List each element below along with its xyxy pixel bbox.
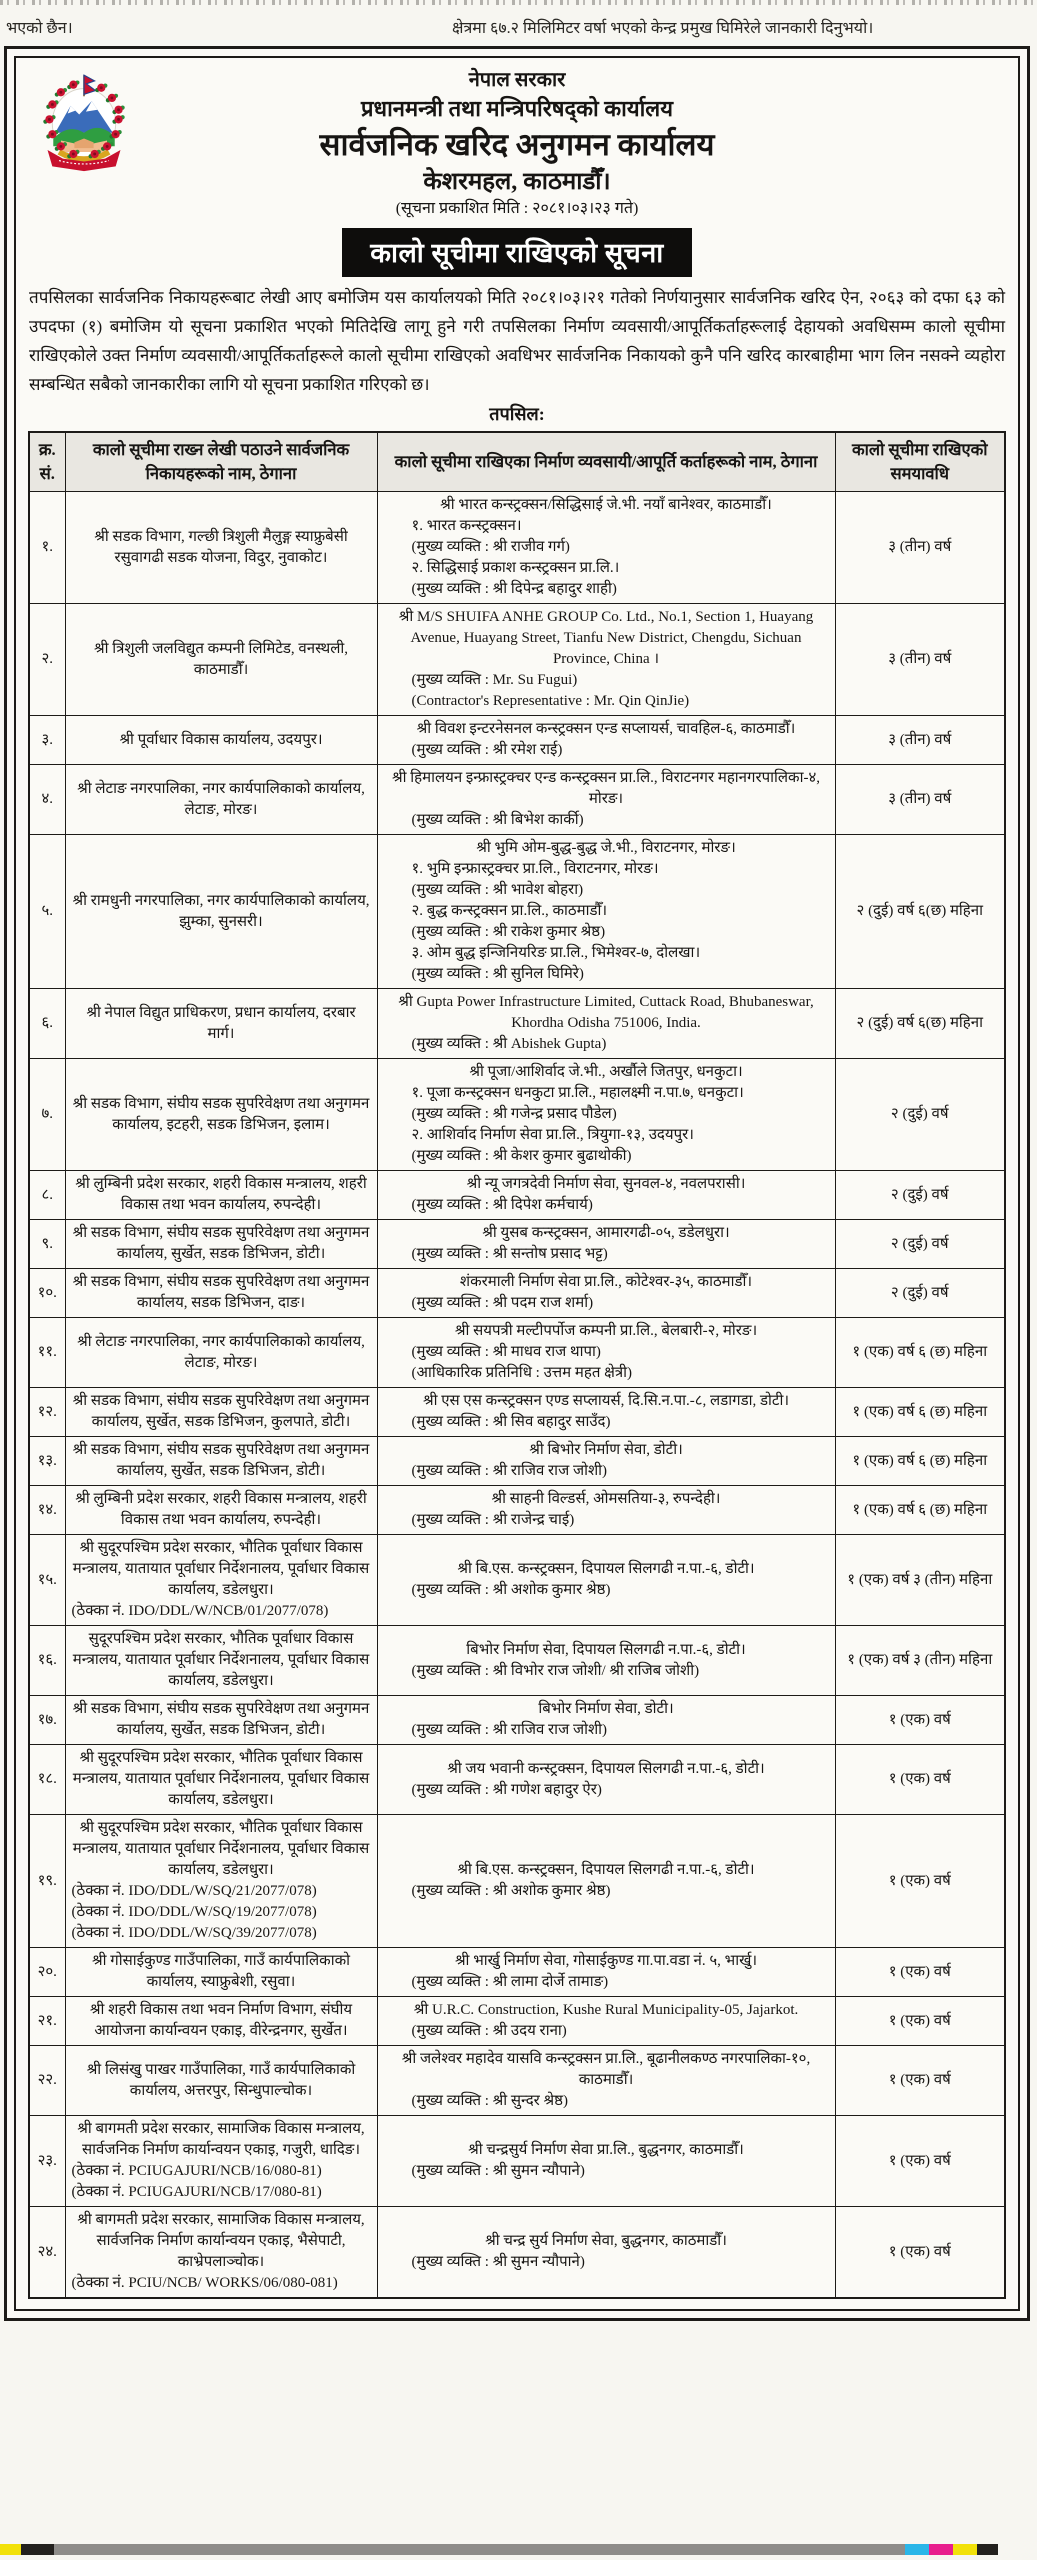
- entity-line: श्री रामधुनी नगरपालिका, नगर कार्यपालिकाको कार्यालय, झुम्का, सुनसरी।: [72, 892, 370, 930]
- row-number: १८.: [29, 1745, 65, 1815]
- public-entity-cell: [65, 1318, 377, 1388]
- contractor-line: (मुख्य व्यक्ति : श्री गजेन्द्र प्रसाद पौडेल): [411, 1106, 617, 1122]
- public-entity-cell: [65, 1171, 377, 1220]
- contractor-line: (मुख्य व्यक्ति : श्री माधव राज थापा): [411, 1344, 601, 1360]
- contractor-line: श्री पूजा/आशिर्वाद जे.भी., अर्खौले जितपुर, धनकुटा।: [469, 1064, 743, 1080]
- contractor-cell: [377, 1486, 835, 1535]
- contractor-cell: [377, 2046, 835, 2116]
- public-entity-cell: [65, 604, 377, 716]
- table-row: [29, 1486, 1005, 1535]
- contractor-cell: [377, 1745, 835, 1815]
- contractor-line: (मुख्य व्यक्ति : श्री उदय राना): [411, 2023, 567, 2039]
- blacklist-duration-cell: १ (एक) वर्ष: [835, 2207, 1005, 2299]
- row-number: १०.: [29, 1269, 65, 1318]
- article-fragment-right: क्षेत्रमा ६७.२ मिलिमिटर वर्षा भएको केन्द्र प्रमुख घिमिरेले जानकारी दिनुभयो।: [452, 20, 874, 37]
- blacklist-duration-cell: १ (एक) वर्ष: [835, 2116, 1005, 2207]
- row-number: ५.: [29, 835, 65, 989]
- contractor-cell: [377, 1269, 835, 1318]
- public-entity-cell: [65, 1815, 377, 1948]
- contractor-line: (मुख्य व्यक्ति : श्री राजिव राज जोशी): [411, 1463, 608, 1479]
- contractor-line: (मुख्य व्यक्ति : श्री सिव बहादुर साउँद): [411, 1414, 611, 1430]
- contractor-line: (मुख्य व्यक्ति : श्री सुन्दर श्रेष्ठ): [411, 2093, 568, 2109]
- contractor-line: ३. ओम बुद्ध इन्जिनियरिङ प्रा.लि., भिमेश्वर-७, दोलखा।: [411, 945, 701, 961]
- entity-line: श्री लुम्बिनी प्रदेश सरकार, शहरी विकास मन्त्रालय, शहरी विकास तथा भवन कार्यालय, रुपन्देही।: [75, 1491, 367, 1528]
- blacklist-duration-cell: १ (एक) वर्ष ३ (तीन) महिना: [835, 1626, 1005, 1696]
- contractor-cell: [377, 1696, 835, 1745]
- row-number: २.: [29, 604, 65, 716]
- contractor-cell: [377, 835, 835, 989]
- blacklist-duration-cell: १ (एक) वर्ष ६ (छ) महिना: [835, 1437, 1005, 1486]
- public-entity-cell: [65, 2046, 377, 2116]
- table-row: [29, 1171, 1005, 1220]
- entity-line: श्री त्रिशुली जलविद्युत कम्पनी लिमिटेड, वनस्थली, काठमाडौँ।: [93, 640, 349, 678]
- entity-line: श्री सडक विभाग, संघीय सडक सुपरिवेक्षण तथा अनुगमन कार्यालय, इटहरी, सडक डिभिजन, इलाम।: [72, 1095, 370, 1133]
- contractor-line: श्री बि.एस. कन्स्ट्रक्सन, दिपायल सिलगढी न.पा.-६, डोटी।: [457, 1862, 755, 1878]
- row-number: २३.: [29, 2116, 65, 2207]
- public-entity-cell: [65, 716, 377, 765]
- contractor-line: श्री भुमि ओम-बुद्ध-बुद्ध जे.भी., विराटनगर, मोरङ।: [476, 840, 736, 856]
- row-number: ३.: [29, 716, 65, 765]
- blacklist-duration-cell: २ (दुई) वर्ष: [835, 1269, 1005, 1318]
- table-row: [29, 1318, 1005, 1388]
- contractor-cell: [377, 1815, 835, 1948]
- print-bar-segment: [953, 2544, 977, 2555]
- header-ministry: प्रधानमन्त्री तथा मन्त्रिपरिषद्को कार्यालय: [361, 96, 673, 121]
- nepal-government-emblem: [36, 70, 132, 184]
- row-number: १५.: [29, 1535, 65, 1626]
- blacklist-duration-cell: ३ (तीन) वर्ष: [835, 604, 1005, 716]
- row-number: ४.: [29, 765, 65, 835]
- contractor-line: (मुख्य व्यक्ति : श्री राजेन्द्र चाई): [411, 1512, 575, 1528]
- contractor-cell: [377, 492, 835, 604]
- row-number: ९.: [29, 1220, 65, 1269]
- contractor-line: (मुख्य व्यक्ति : श्री भावेश बोहरा): [411, 882, 584, 898]
- header-office-title: सार्वजनिक खरिद अनुगमन कार्यालय: [319, 127, 715, 162]
- notice-masthead: [28, 62, 1006, 220]
- entity-line: श्री लेटाङ नगरपालिका, नगर कार्यपालिकाको कार्यालय, लेटाङ, मोरङ।: [77, 1333, 365, 1371]
- entity-line: (ठेक्का नं. IDO/DDL/W/SQ/21/2077/078): [71, 1883, 317, 1899]
- entity-line: श्री गोसाईकुण्ड गाउँपालिका, गाउँ कार्यपालिकाको कार्यालय, स्याफ्रुबेशी, रसुवा।: [92, 1953, 350, 1990]
- contractor-line: (मुख्य व्यक्ति : श्री केशर कुमार बुढाथोकी): [411, 1148, 632, 1164]
- public-entity-cell: [65, 492, 377, 604]
- blacklist-duration-cell: १ (एक) वर्ष: [835, 2046, 1005, 2116]
- contractor-line: (मुख्य व्यक्ति : श्री अशोक कुमार श्रेष्ठ): [411, 1883, 611, 1899]
- contractor-line: (मुख्य व्यक्ति : श्री सुमन न्यौपाने): [411, 2254, 585, 2270]
- row-number: ७.: [29, 1059, 65, 1171]
- contractor-cell: [377, 716, 835, 765]
- contractor-line: (मुख्य व्यक्ति : श्री रमेश राई): [411, 742, 563, 758]
- entity-line: श्री बागमती प्रदेश सरकार, सामाजिक विकास मन्त्रालय, सार्वजनिक निर्माण कार्यान्वयन एकाइ, गजुरी, धादिङ।: [77, 2121, 365, 2158]
- article-fragment-left: भएको छैन।: [6, 20, 73, 37]
- print-bar-segment: [21, 2544, 54, 2555]
- blacklist-duration-cell: १ (एक) वर्ष: [835, 1745, 1005, 1815]
- contractor-line: (मुख्य व्यक्ति : श्री राजीव गर्ग): [411, 539, 570, 555]
- contractor-line: श्री सयपत्री मल्टीपर्पोज कम्पनी प्रा.लि., बेलबारी-२, मोरङ।: [454, 1323, 758, 1339]
- table-row: [29, 1437, 1005, 1486]
- print-bar-segment: [929, 2544, 953, 2555]
- public-entity-cell: [65, 989, 377, 1059]
- contractor-line: २. सिद्धिसाई प्रकाश कन्स्ट्रक्सन प्रा.लि.।: [411, 560, 620, 576]
- public-entity-cell: [65, 1388, 377, 1437]
- notice-box-inner: [14, 56, 1020, 2311]
- row-number: ६.: [29, 989, 65, 1059]
- header-office-address: केशरमहल, काठमाडौँ।: [423, 169, 611, 195]
- public-entity-cell: [65, 1220, 377, 1269]
- entity-line: श्री बागमती प्रदेश सरकार, सामाजिक विकास मन्त्रालय, सार्वजनिक निर्माण कार्यान्वयन एकाइ, भैसेपाटी, काभ्रेपलाञ्चोक।: [77, 2212, 365, 2270]
- blacklist-duration-cell: २ (दुई) वर्ष ६(छ) महिना: [835, 835, 1005, 989]
- table-row: [29, 2116, 1005, 2207]
- public-entity-cell: [65, 2207, 377, 2299]
- table-row: [29, 1745, 1005, 1815]
- contractor-line: श्री न्यू जगत्रदेवी निर्माण सेवा, सुनवल-४, नवलपरासी।: [466, 1176, 746, 1192]
- contractor-cell: [377, 1388, 835, 1437]
- blacklist-duration-cell: २ (दुई) वर्ष ६(छ) महिना: [835, 989, 1005, 1059]
- contractor-line: (आधिकारिक प्रतिनिधि : उत्तम महत क्षेत्री): [411, 1365, 633, 1381]
- public-entity-cell: [65, 1486, 377, 1535]
- table-row: [29, 604, 1005, 716]
- contractor-line: १. भुमि इन्फ्रास्ट्रक्चर प्रा.लि., विराटनगर, मोरङ।: [411, 861, 659, 877]
- entity-line: (ठेक्का नं. IDO/DDL/W/NCB/01/2077/078): [71, 1603, 329, 1619]
- entity-line: श्री लेटाङ नगरपालिका, नगर कार्यपालिकाको कार्यालय, लेटाङ, मोरङ।: [77, 780, 365, 818]
- public-entity-cell: [65, 1535, 377, 1626]
- contractor-line: (मुख्य व्यक्ति : श्री सन्तोष प्रसाद भट्ट): [411, 1246, 608, 1262]
- contractor-cell: [377, 604, 835, 716]
- row-number: १४.: [29, 1486, 65, 1535]
- header-published-date: (सूचना प्रकाशित मिति : २०८१।०३।२३ गते): [395, 200, 639, 217]
- row-number: २०.: [29, 1948, 65, 1997]
- table-row: [29, 716, 1005, 765]
- entity-line: श्री पूर्वाधार विकास कार्यालय, उदयपुर।: [119, 731, 323, 748]
- contractor-line: (मुख्य व्यक्ति : श्री दिपेन्द्र बहादुर शाही): [411, 581, 617, 597]
- notice-body-paragraph: तपसिलका सार्वजनिक निकायहरूबाट लेखी आए बमोजिम यस कार्यालयको मिति २०८१।०३।२१ गतेको निर्णयानुसार सार्वजनिक खरिद ऐन, २०६३ को दफा ६३ को उपदफा (१) बमोजिम यो सूचना प्रकाशित भएको मितिदेखि लागू हुने गरी तपसिलका निर्माण व्यवसायी/आपूर्तिकर्ताहरूलाई देहायको अवधिसम्म कालो सूचीमा राखिएकोले उक्त निर्माण व्यवसायी/आपूर्तिकर्ताहरूले कालो सूचीमा राखिएको अवधिभर सार्वजनिक निकायको कुनै पनि खरिद कारबाहीमा भाग लिन नसक्ने व्यहोरा सम्बन्धित सबैको जानकारीका लागि यो सूचना प्रकाशित गरिएको छ।: [29, 288, 1005, 394]
- table-row: [29, 1815, 1005, 1948]
- header-cell-duration: कालो सूचीमा राखिएको समयावधि: [835, 432, 1005, 492]
- public-entity-cell: [65, 2116, 377, 2207]
- contractor-line: (मुख्य व्यक्ति : Mr. Su Fugui): [411, 672, 578, 688]
- contractor-line: (मुख्य व्यक्ति : श्री सुनिल घिमिरे): [411, 966, 584, 982]
- blacklist-duration-cell: २ (दुई) वर्ष: [835, 1059, 1005, 1171]
- contractor-line: श्री एस एस कन्स्ट्रक्सन एण्ड सप्लायर्स, दि.सि.न.पा.-८, लडागडा, डोटी।: [422, 1393, 790, 1409]
- entity-line: श्री लुम्बिनी प्रदेश सरकार, शहरी विकास मन्त्रालय, शहरी विकास तथा भवन कार्यालय, रुपन्देही।: [75, 1176, 367, 1213]
- table-row: [29, 1626, 1005, 1696]
- table-row: [29, 1388, 1005, 1437]
- contractor-line: श्री युसब कन्स्ट्रक्सन, आमारगढी-०५, डडेलधुरा।: [482, 1225, 730, 1241]
- contractor-cell: [377, 2116, 835, 2207]
- public-entity-cell: [65, 835, 377, 989]
- blacklist-duration-cell: २ (दुई) वर्ष: [835, 1220, 1005, 1269]
- contractor-cell: [377, 1948, 835, 1997]
- newspaper-top-strip: [0, 0, 1037, 46]
- table-row: [29, 1220, 1005, 1269]
- entity-line: (ठेक्का नं. IDO/DDL/W/SQ/39/2077/078): [71, 1925, 317, 1941]
- contractor-line: श्री M/S SHUIFA ANHE GROUP Co. Ltd., No.1, Section 1, Huayang Avenue, Huayang Street, Tianfu New District, Chengdu, Sichuan Province, China ।: [398, 609, 814, 667]
- public-entity-cell: [65, 1997, 377, 2046]
- print-bar-segment: [977, 2544, 998, 2555]
- contractor-line: श्री Gupta Power Infrastructure Limited, Cuttack Road, Bhubaneswar, Khordha Odisha 751006, India.: [398, 994, 814, 1031]
- contractor-line: श्री हिमालयन इन्फ्रास्ट्रक्चर एन्ड कन्स्ट्रक्सन प्रा.लि., विराटनगर महानगरपालिका-४, मोरङ।: [392, 770, 820, 807]
- table-row: [29, 2207, 1005, 2299]
- cropped-text-line: [0, 0, 1037, 5]
- schedule-label: तपसिल:: [489, 404, 545, 424]
- contractor-cell: [377, 1059, 835, 1171]
- public-entity-cell: [65, 765, 377, 835]
- blacklist-duration-cell: १ (एक) वर्ष ३ (तीन) महिना: [835, 1535, 1005, 1626]
- contractor-line: श्री विवश इन्टरनेसनल कन्स्ट्रक्सन एन्ड सप्लायर्स, चावहिल-६, काठमाडौँ।: [416, 721, 796, 737]
- contractor-line: श्री बि.एस. कन्स्ट्रक्सन, दिपायल सिलगढी न.पा.-६, डोटी।: [457, 1561, 755, 1577]
- contractor-line: बिभोर निर्माण सेवा, डोटी।: [538, 1701, 674, 1717]
- entity-line: श्री सडक विभाग, संघीय सडक सुपरिवेक्षण तथा अनुगमन कार्यालय, सडक डिभिजन, दाङ।: [72, 1274, 370, 1311]
- entity-line: श्री लिसंखु पाखर गाउँपालिका, गाउँ कार्यपालिकाको कार्यालय, अत्तरपुर, सिन्धुपाल्चोक।: [86, 2061, 356, 2099]
- contractor-cell: [377, 1997, 835, 2046]
- header-government: नेपाल सरकार: [468, 69, 566, 91]
- contractor-cell: [377, 765, 835, 835]
- row-number: ८.: [29, 1171, 65, 1220]
- public-entity-cell: [65, 1948, 377, 1997]
- blacklist-duration-cell: १ (एक) वर्ष: [835, 1997, 1005, 2046]
- entity-line: श्री सडक विभाग, संघीय सडक सुपरिवेक्षण तथा अनुगमन कार्यालय, सुर्खेत, सडक डिभिजन, डोटी।: [72, 1442, 370, 1479]
- contractor-line: (मुख्य व्यक्ति : श्री लामा दोर्जे तामाङ): [411, 1974, 609, 1990]
- contractor-cell: [377, 1626, 835, 1696]
- contractor-line: (मुख्य व्यक्ति : श्री बिभेश कार्की): [411, 812, 584, 828]
- print-bar-segment: [54, 2544, 905, 2555]
- contractor-line: (मुख्य व्यक्ति : श्री दिपेश कर्मचार्य): [411, 1197, 593, 1213]
- table-row: [29, 1696, 1005, 1745]
- contractor-cell: [377, 1318, 835, 1388]
- entity-line: (ठेक्का नं. PCIUGAJURI/NCB/16/080-81): [71, 2163, 322, 2179]
- contractor-line: श्री जलेश्वर महादेव यासवि कन्स्ट्रक्सन प्रा.लि., बूढानीलकण्ठ नगरपालिका-१०, काठमाडौँ।: [401, 2051, 811, 2088]
- header-cell-entity: कालो सूचीमा राख्न लेखी पठाउने सार्वजनिक निकायहरूको नाम, ठेगाना: [65, 432, 377, 492]
- contractor-line: २. बुद्ध कन्स्ट्रक्सन प्रा.लि., काठमाडौँ।: [411, 903, 608, 919]
- row-number: १.: [29, 492, 65, 604]
- contractor-line: (मुख्य व्यक्ति : श्री विभोर राज जोशी/ श्री राजिब जोशी): [411, 1662, 700, 1679]
- row-number: १९.: [29, 1815, 65, 1948]
- table-row: [29, 1535, 1005, 1626]
- public-entity-cell: [65, 1696, 377, 1745]
- table-row: [29, 1948, 1005, 1997]
- contractor-line: श्री भार्खु निर्माण सेवा, गोसाईकुण्ड गा.पा.वडा नं. ५, भार्खु।: [454, 1953, 758, 1969]
- blacklist-duration-cell: १ (एक) वर्ष: [835, 1696, 1005, 1745]
- row-number: १७.: [29, 1696, 65, 1745]
- contractor-line: (Contractor's Representative : Mr. Qin QinJie): [411, 693, 690, 709]
- blacklist-duration-cell: १ (एक) वर्ष: [835, 1815, 1005, 1948]
- contractor-line: श्री जय भवानी कन्स्ट्रक्सन, दिपायल सिलगढी न.पा.-६, डोटी।: [447, 1760, 765, 1777]
- table-row: [29, 2046, 1005, 2116]
- public-entity-cell: [65, 1269, 377, 1318]
- blacklist-duration-cell: २ (दुई) वर्ष: [835, 1171, 1005, 1220]
- print-registration-bar: [0, 2544, 998, 2555]
- contractor-line: (मुख्य व्यक्ति : श्री अशोक कुमार श्रेष्ठ): [411, 1582, 611, 1598]
- print-bar-segment: [0, 2544, 21, 2555]
- contractor-line: (मुख्य व्यक्ति : श्री राजिव राज जोशी): [411, 1722, 608, 1738]
- row-number: २४.: [29, 2207, 65, 2299]
- contractor-line: (मुख्य व्यक्ति : श्री पदम राज शर्मा): [411, 1295, 594, 1311]
- entity-line: सुदूरपश्चिम प्रदेश सरकार, भौतिक पूर्वाधार विकास मन्त्रालय, यातायात पूर्वाधार निर्देशनालय, पूर्वाधार विकास कार्यालय, डडेलधुरा।: [72, 1631, 370, 1689]
- blacklist-duration-cell: १ (एक) वर्ष ६ (छ) महिना: [835, 1388, 1005, 1437]
- contractor-line: श्री चन्द्रसुर्य निर्माण सेवा प्रा.लि., बुद्धनगर, काठमाडौँ।: [468, 2142, 744, 2158]
- row-number: ११.: [29, 1318, 65, 1388]
- contractor-line: १. पूजा कन्स्ट्रक्सन धनकुटा प्रा.लि., महालक्ष्मी न.पा.७, धनकुटा।: [411, 1085, 744, 1101]
- entity-line: श्री शहरी विकास तथा भवन निर्माण विभाग, संघीय आयोजना कार्यान्वयन एकाइ, वीरेन्द्रनगर, सुर्खेत।: [89, 2002, 353, 2039]
- entity-line: श्री सडक विभाग, संघीय सडक सुपरिवेक्षण तथा अनुगमन कार्यालय, सुर्खेत, सडक डिभिजन, डोटी।: [72, 1225, 370, 1262]
- blacklist-duration-cell: १ (एक) वर्ष: [835, 1948, 1005, 1997]
- notice-box: [4, 46, 1030, 2321]
- entity-line: (ठेक्का नं. PCIUGAJURI/NCB/17/080-81): [71, 2184, 322, 2200]
- contractor-cell: [377, 2207, 835, 2299]
- table-row: [29, 1997, 1005, 2046]
- blacklist-duration-cell: ३ (तीन) वर्ष: [835, 492, 1005, 604]
- blacklist-duration-cell: १ (एक) वर्ष ६ (छ) महिना: [835, 1318, 1005, 1388]
- contractor-line: (मुख्य व्यक्ति : श्री राकेश कुमार श्रेष्ठ): [411, 924, 606, 940]
- entity-line: (ठेक्का नं. IDO/DDL/W/SQ/19/2077/078): [71, 1904, 317, 1920]
- header-cell-contractor: कालो सूचीमा राखिएका निर्माण व्यवसायी/आपूर्ति कर्ताहरूको नाम, ठेगाना: [377, 432, 835, 492]
- contractor-line: श्री बिभोर निर्माण सेवा, डोटी।: [529, 1442, 683, 1458]
- entity-line: श्री नेपाल विद्युत प्राधिकरण, प्रधान कार्यालय, दरबार मार्ग।: [86, 1004, 356, 1042]
- blacklist-duration-cell: ३ (तीन) वर्ष: [835, 765, 1005, 835]
- contractor-line: श्री भारत कन्स्ट्रक्सन/सिद्धिसाई जे.भी. नयाँ बानेश्वर, काठमाडौँ।: [440, 497, 772, 513]
- entity-line: श्री सडक विभाग, संघीय सडक सुपरिवेक्षण तथा अनुगमन कार्यालय, सुर्खेत, सडक डिभिजन, डोटी।: [72, 1701, 370, 1738]
- header-cell-sn: क्र. सं.: [29, 432, 65, 492]
- contractor-line: शंकरमाली निर्माण सेवा प्रा.लि., कोटेश्वर-३५, काठमाडौँ।: [459, 1274, 753, 1290]
- contractor-line: (मुख्य व्यक्ति : श्री गणेश बहादुर ऐर): [411, 1781, 602, 1798]
- contractor-cell: [377, 1171, 835, 1220]
- contractor-cell: [377, 1220, 835, 1269]
- contractor-cell: [377, 1437, 835, 1486]
- blacklist-table-header: [29, 432, 1005, 492]
- contractor-cell: [377, 1535, 835, 1626]
- contractor-cell: [377, 989, 835, 1059]
- row-number: १२.: [29, 1388, 65, 1437]
- contractor-line: २. आशिर्वाद निर्माण सेवा प्रा.लि., त्रियुगा-१३, उदयपुर।: [411, 1127, 694, 1143]
- table-row: [29, 1059, 1005, 1171]
- entity-line: श्री सुदूरपश्चिम प्रदेश सरकार, भौतिक पूर्वाधार विकास मन्त्रालय, यातायात पूर्वाधार निर्देशनालय, पूर्वाधार विकास कार्यालय, डडेलधुरा।: [72, 1820, 370, 1878]
- table-row: [29, 492, 1005, 604]
- entity-line: (ठेक्का नं. PCIU/NCB/ WORKS/06/080-081): [71, 2275, 338, 2291]
- public-entity-cell: [65, 1626, 377, 1696]
- contractor-line: श्री साहनी विल्डर्स, ओमसतिया-३, रुपन्देही।: [491, 1491, 721, 1507]
- contractor-line: श्री U.R.C. Construction, Kushe Rural Municipality-05, Jajarkot.: [413, 2002, 799, 2018]
- table-row: [29, 835, 1005, 989]
- entity-line: श्री सडक विभाग, संघीय सडक सुपरिवेक्षण तथा अनुगमन कार्यालय, सुर्खेत, सडक डिभिजन, कुलपाते, डोटी।: [72, 1393, 370, 1430]
- notice-title-banner: कालो सूचीमा राखिएको सूचना: [342, 228, 691, 277]
- table-row: [29, 765, 1005, 835]
- blacklist-duration-cell: १ (एक) वर्ष ६ (छ) महिना: [835, 1486, 1005, 1535]
- public-entity-cell: [65, 1437, 377, 1486]
- entity-line: श्री सुदूरपश्चिम प्रदेश सरकार, भौतिक पूर्वाधार विकास मन्त्रालय, यातायात पूर्वाधार निर्देशनालय, पूर्वाधार विकास कार्यालय, डडेलधुरा।: [72, 1750, 370, 1808]
- entity-line: श्री सडक विभाग, गल्छी त्रिशुली मैलुङ्ग स्याफ्रुबेसी रसुवागढी सडक योजना, विदुर, नुवाकोट।: [94, 528, 348, 566]
- contractor-line: १. भारत कन्स्ट्रक्सन।: [411, 518, 522, 534]
- contractor-line: श्री चन्द्र सुर्य निर्माण सेवा, बुद्धनगर, काठमाडौँ।: [485, 2233, 727, 2249]
- entity-line: श्री सुदूरपश्चिम प्रदेश सरकार, भौतिक पूर्वाधार विकास मन्त्रालय, यातायात पूर्वाधार निर्देशनालय, पूर्वाधार विकास कार्यालय, डडेलधुरा।: [72, 1540, 370, 1598]
- contractor-line: (मुख्य व्यक्ति : श्री सुमन न्यौपाने): [411, 2163, 585, 2179]
- row-number: १३.: [29, 1437, 65, 1486]
- blacklist-table: [28, 431, 1006, 2299]
- contractor-line: बिभोर निर्माण सेवा, दिपायल सिलगढी न.पा.-६, डोटी।: [466, 1641, 746, 1658]
- public-entity-cell: [65, 1745, 377, 1815]
- row-number: १६.: [29, 1626, 65, 1696]
- print-bar-segment: [905, 2544, 929, 2555]
- contractor-line: (मुख्य व्यक्ति : श्री Abishek Gupta): [411, 1036, 607, 1052]
- table-row: [29, 1269, 1005, 1318]
- row-number: २२.: [29, 2046, 65, 2116]
- row-number: २१.: [29, 1997, 65, 2046]
- public-entity-cell: [65, 1059, 377, 1171]
- table-row: [29, 989, 1005, 1059]
- blacklist-duration-cell: ३ (तीन) वर्ष: [835, 716, 1005, 765]
